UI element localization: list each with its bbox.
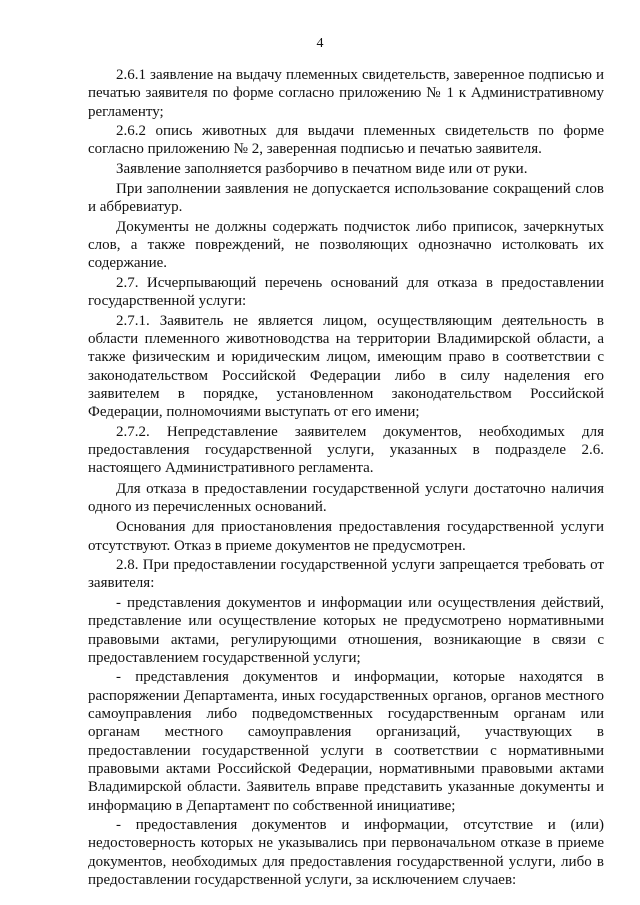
paragraph: 2.7.2. Непредставление заявителем документов, необходимых для предоставления государственной услуги, указанных в подразделе 2.6. настоящего Административного регламента. [88, 423, 604, 477]
paragraph: Для отказа в предоставлении государственной услуги достаточно наличия одного из перечисленных оснований. [88, 480, 604, 515]
paragraph: 2.7.1. Заявитель не является лицом, осуществляющим деятельность в области племенного животноводства на территории Владимирской области, а также физическим и юридическим лицом, имеющим право в соответствии с законодательством Российской Федерации либо в силу наделения его заявителем в порядке, установленном законодательством Российской Федерации, полномочиями выступать от его имени; [88, 312, 604, 421]
document-body [88, 66, 604, 891]
page-number: 4 [316, 36, 324, 51]
paragraph: - предоставления документов и информации, отсутствие и (или) недостоверность которых не указывались при первоначальном отказе в приеме документов, необходимых для предоставления государственной услуги, либо в предоставлении государственной услуги, за исключением случаев: [88, 817, 604, 889]
paragraph: - представления документов и информации, которые находятся в распоряжении Департамента, иных государственных органов, органов местного самоуправления либо подведомственных государственным органам или органам местного самоуправления организаций, участвующих в предоставлении государственной услуги в соответствии с нормативными правовыми актами Российской Федерации, нормативными правовыми актами Владимирской области. Заявитель вправе представить указанные документы и информацию в Департамент по собственной инициативе; [88, 669, 604, 814]
paragraph: - представления документов и информации или осуществления действий, представление или осуществление которых не предусмотрено нормативными правовыми актами, регулирующими отношения, возникающие в связи с предоставлением государственной услуги; [88, 594, 604, 666]
paragraph: Документы не должны содержать подчисток либо приписок, зачеркнутых слов, а также повреждений, не позволяющих однозначно истолковать их содержание. [88, 218, 604, 272]
paragraph: 2.8. При предоставлении государственной услуги запрещается требовать от заявителя: [88, 557, 604, 592]
paragraph: 2.6.2 опись животных для выдачи племенных свидетельств по форме согласно приложению № 2, заверенная подписью и печатью заявителя. [88, 123, 604, 158]
paragraph: При заполнении заявления не допускается использование сокращений слов и аббревиатур. [88, 180, 604, 215]
paragraph: 2.6.1 заявление на выдачу племенных свидетельств, заверенное подписью и печатью заявителя по форме согласно приложению № 1 к Административному регламенту; [88, 67, 604, 120]
paragraph: Основания для приостановления предоставления государственной услуги отсутствуют. Отказ в приеме документов не предусмотрен. [88, 519, 604, 554]
paragraph: Заявление заполняется разборчиво в печатном виде или от руки. [116, 161, 528, 178]
paragraph: 2.7. Исчерпывающий перечень оснований для отказа в предоставлении государственной услуги: [88, 274, 604, 310]
